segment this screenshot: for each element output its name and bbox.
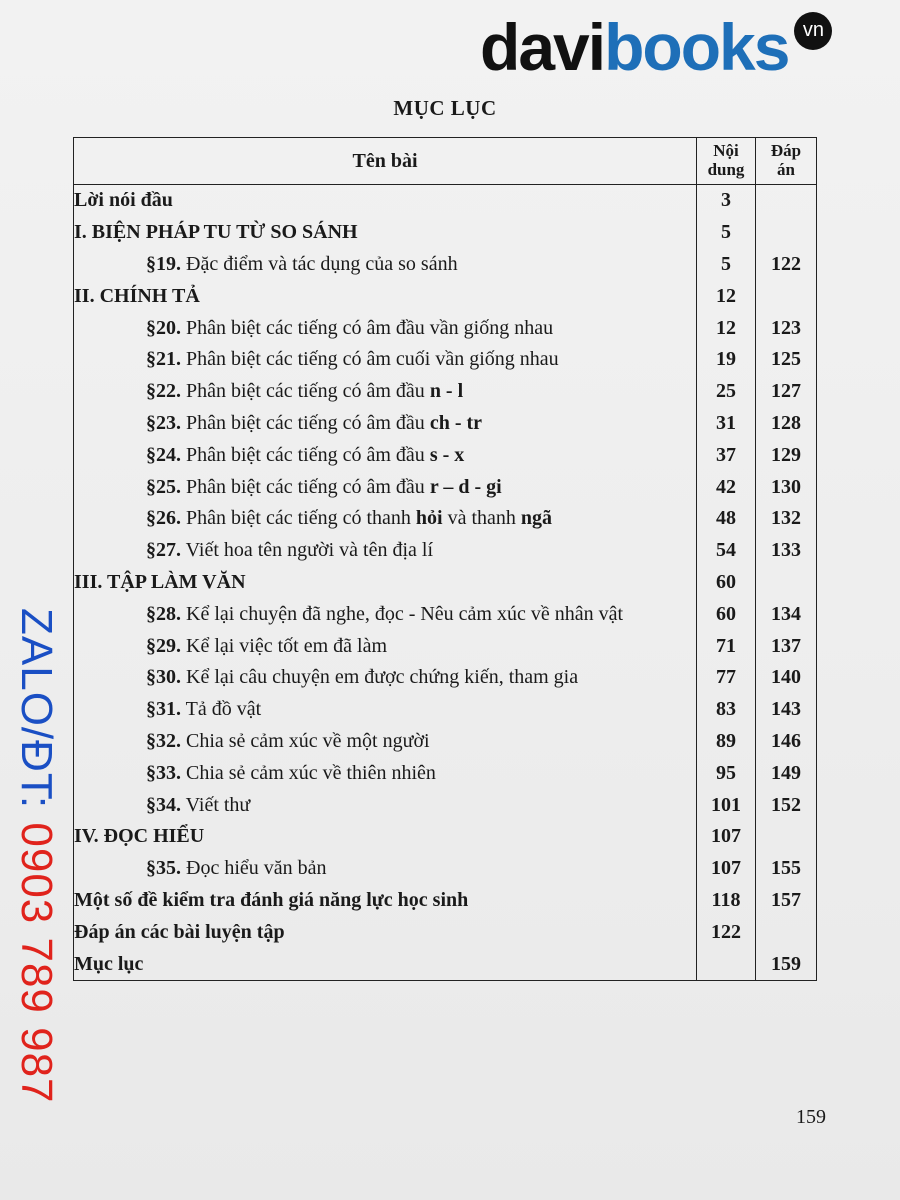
entry-title [74,916,697,948]
entry-answer-page [756,280,817,312]
entry-content-page: 31 [697,408,756,440]
entry-emphasis-suffix: r – d - gi [429,475,502,498]
entry-title [74,757,697,789]
entry-answer-page: 157 [756,885,817,917]
table-row [74,630,817,662]
entry-text: Đáp án các bài luyện tập [74,920,285,943]
table-row [74,567,817,599]
entry-title [74,630,697,662]
table-row [74,916,817,948]
entry-answer-page: 152 [756,789,817,821]
entry-title [74,312,697,344]
entry-content-page: 71 [697,630,756,662]
entry-title [74,249,697,281]
entry-title [74,598,697,630]
entry-code: §30. [146,666,181,689]
entry-code: §31. [146,698,181,721]
entry-content-page: 42 [697,471,756,503]
entry-text: Phân biệt các tiếng có âm đầu [181,411,430,434]
entry-text: Một số đề kiểm tra đánh giá năng lực học sinh [74,888,469,911]
entry-content-page: 118 [697,885,756,917]
entry-text: Phân biệt các tiếng có âm đầu [181,443,430,466]
entry-code: §23. [146,411,181,434]
entry-answer-page: 127 [756,376,817,408]
entry-content-page: 37 [697,439,756,471]
entry-content-page: 89 [697,726,756,758]
table-row [74,408,817,440]
entry-content-page: 60 [697,598,756,630]
entry-answer-page: 159 [756,948,817,980]
header-content-page [697,138,756,185]
entry-content-page: 19 [697,344,756,376]
entry-title [74,567,697,599]
entry-code: §21. [146,348,181,371]
entry-answer-page: 130 [756,471,817,503]
entry-emphasis-suffix: ch - tr [429,411,483,434]
entry-title [74,471,697,503]
entry-emphasis-suffix: s - x [429,443,465,466]
entry-content-page [697,948,756,980]
entry-content-page: 54 [697,535,756,567]
entry-text-cont: và thanh [442,507,521,530]
table-row [74,821,817,853]
table-row [74,885,817,917]
table-row [74,280,817,312]
header-answer-page [756,138,817,185]
table-row [74,312,817,344]
table-row [74,471,817,503]
entry-title [74,344,697,376]
entry-text: Kể lại chuyện đã nghe, đọc - Nêu cảm xúc về nhân vật [181,602,624,625]
logo-text-davi: davi [480,10,605,84]
table-row [74,789,817,821]
entry-answer-page: 146 [756,726,817,758]
entry-code: §29. [146,634,181,657]
header-answer-line1: Đáp [770,141,802,161]
entry-emphasis-suffix: n - l [429,380,464,403]
entry-title [74,948,697,980]
entry-answer-page: 125 [756,344,817,376]
entry-text: Phân biệt các tiếng có âm cuối vần giống nhau [181,348,559,371]
entry-answer-page: 133 [756,535,817,567]
table-row [74,503,817,535]
entry-title [74,662,697,694]
entry-content-page: 5 [697,217,756,249]
entry-text: Viết hoa tên người và tên địa lí [181,539,434,562]
entry-content-page: 122 [697,916,756,948]
entry-answer-page [756,185,817,217]
entry-text: Lời nói đầu [74,189,173,212]
entry-text: II. CHÍNH TẢ [74,284,200,307]
entry-code: §24. [146,443,181,466]
table-row [74,694,817,726]
entry-answer-page: 143 [756,694,817,726]
entry-text: Phân biệt các tiếng có âm đầu [181,475,430,498]
header-title: Tên bài [74,138,697,185]
logo-text-books: books [604,10,789,84]
entry-title [74,789,697,821]
table-of-contents [73,137,817,981]
entry-text: III. TẬP LÀM VĂN [74,570,246,593]
table-row [74,853,817,885]
table-row [74,217,817,249]
logo-badge-vn: vn [794,12,832,50]
table-row [74,662,817,694]
entry-content-page: 77 [697,662,756,694]
entry-text: Chia sẻ cảm xúc về một người [181,729,430,752]
table-row [74,726,817,758]
table-row [74,535,817,567]
entry-text: Mục lục [74,952,144,975]
entry-title [74,376,697,408]
entry-text: Tả đồ vật [181,698,262,721]
entry-answer-page: 137 [756,630,817,662]
table-header-row [74,138,817,185]
contact-watermark [12,608,61,1104]
entry-text: IV. ĐỌC HIỂU [74,825,205,848]
entry-answer-page: 128 [756,408,817,440]
table-row [74,185,817,217]
entry-text: Phân biệt các tiếng có âm đầu [181,380,430,403]
entry-content-page: 48 [697,503,756,535]
entry-text: Kể lại việc tốt em đã làm [181,634,388,657]
entry-title [74,408,697,440]
entry-code: §22. [146,380,181,403]
entry-content-page: 5 [697,249,756,281]
entry-text: Chia sẻ cảm xúc về thiên nhiên [181,761,436,784]
entry-code: §20. [146,316,181,339]
header-content-line1: Nội [713,141,739,161]
entry-title [74,821,697,853]
entry-content-page: 83 [697,694,756,726]
entry-code: §27. [146,539,181,562]
entry-answer-page: 122 [756,249,817,281]
entry-title [74,885,697,917]
table-row [74,948,817,980]
entry-answer-page [756,217,817,249]
entry-content-page: 25 [697,376,756,408]
entry-content-page: 3 [697,185,756,217]
entry-title [74,217,697,249]
entry-title [74,280,697,312]
watermark-phone: 0903 789 987 [12,822,61,1104]
entry-title [74,185,697,217]
table-row [74,344,817,376]
header-content-line2: dung [707,160,745,179]
entry-title [74,439,697,471]
entry-emphasis: hỏi [415,507,443,530]
entry-title [74,726,697,758]
entry-content-page: 12 [697,312,756,344]
entry-text: Viết thư [181,793,251,816]
entry-code: §19. [146,252,181,275]
entry-text: Đặc điểm và tác dụng của so sánh [181,252,458,275]
header-answer-line2: án [777,160,795,179]
entry-text: Đọc hiểu văn bản [181,857,327,880]
entry-content-page: 12 [697,280,756,312]
entry-code: §35. [146,857,181,880]
table-row [74,757,817,789]
entry-code: §33. [146,761,181,784]
table-row [74,376,817,408]
table-body [74,185,817,981]
entry-text: Kể lại câu chuyện em được chứng kiến, tham gia [181,666,579,689]
entry-answer-page: 129 [756,439,817,471]
entry-answer-page [756,916,817,948]
entry-code: §26. [146,507,181,530]
entry-code: §32. [146,729,181,752]
table-row [74,439,817,471]
entry-text: Phân biệt các tiếng có thanh [181,507,416,530]
entry-emphasis-suffix: ngã [520,507,553,530]
entry-code: §28. [146,602,181,625]
entry-code: §34. [146,793,181,816]
entry-answer-page: 123 [756,312,817,344]
entry-answer-page: 140 [756,662,817,694]
entry-title [74,535,697,567]
entry-answer-page: 155 [756,853,817,885]
entry-text: I. BIỆN PHÁP TU TỪ SO SÁNH [74,221,358,244]
entry-text: Phân biệt các tiếng có âm đầu vần giống nhau [181,316,554,339]
entry-content-page: 101 [697,789,756,821]
entry-content-page: 60 [697,567,756,599]
entry-content-page: 107 [697,821,756,853]
entry-title [74,694,697,726]
entry-content-page: 95 [697,757,756,789]
davibooks-logo [480,10,824,84]
entry-answer-page [756,567,817,599]
entry-answer-page: 132 [756,503,817,535]
entry-title [74,853,697,885]
entry-code: §25. [146,475,181,498]
table-row [74,249,817,281]
table-row [74,598,817,630]
page-number: 159 [796,1106,826,1128]
page-title: MỤC LỤC [393,96,497,120]
entry-content-page: 107 [697,853,756,885]
watermark-label: ZALO/ĐT: [12,608,61,823]
entry-answer-page: 134 [756,598,817,630]
entry-title [74,503,697,535]
entry-answer-page: 149 [756,757,817,789]
entry-answer-page [756,821,817,853]
